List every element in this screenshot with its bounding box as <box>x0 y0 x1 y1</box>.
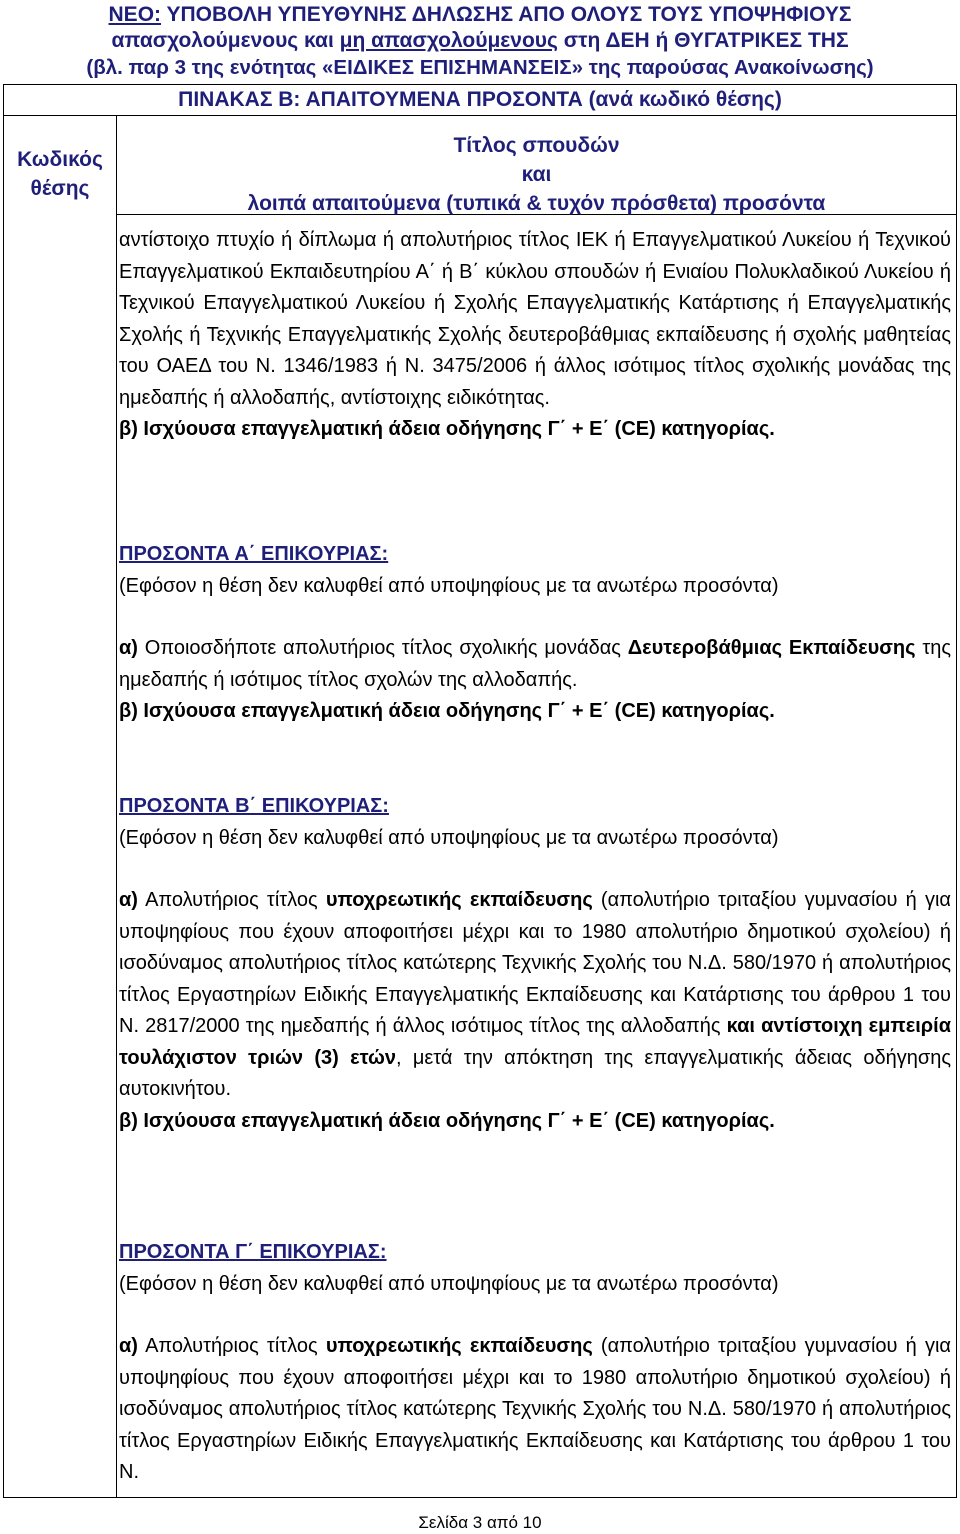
item-bold-text: και αντίστοιχη εμπειρία τουλάχιστον τριών (3) ετών <box>119 1015 951 1069</box>
table-column-divider <box>116 115 117 1498</box>
column-header-title <box>117 131 956 218</box>
section-b-note: (Εφόσον η θέση δεν καλυφθεί από υποψηφίους με τα ανωτέρω προσόντα) <box>119 826 779 849</box>
item-text: , μετά την απόκτηση της επαγγελματικής άδειας οδήγησης αυτοκινήτου. <box>119 1046 951 1100</box>
header-line-3: (βλ. παρ 3 της ενότητας «ΕΙΔΙΚΕΣ ΕΠΙΣΗΜΑΝΣΕΙΣ» της παρούσας Ανακοίνωσης) <box>86 56 874 79</box>
column-header-code-line: Κωδικός <box>17 148 103 171</box>
main-qualification <box>119 225 951 446</box>
item-text: Οποιοσδήποτε απολυτήριος τίτλος σχολικής μονάδας <box>137 637 628 659</box>
header-new-label: ΝΕΟ: <box>108 3 162 26</box>
item-text: Απολυτήριος τίτλος <box>137 1335 326 1357</box>
page-number: Σελίδα 3 από 10 <box>418 1513 542 1532</box>
section-a <box>119 539 951 728</box>
license-requirement: β) Ισχύουσα επαγγελματική άδεια οδήγησης Γ΄ + Ε΄ (CE) κατηγορίας. <box>119 1109 775 1132</box>
column-header-title-line: Τίτλος σπουδών <box>453 134 620 157</box>
item-label: α) <box>119 1335 138 1357</box>
item-label: α) <box>119 889 138 911</box>
item-text: Απολυτήριος τίτλος <box>137 889 326 911</box>
header-line-2 <box>0 28 960 54</box>
column-header-code-line: θέσης <box>30 177 90 200</box>
section-c-heading: ΠΡΟΣΟΝΤΑ Γ΄ ΕΠΙΚΟΥΡΙΑΣ: <box>119 1241 387 1263</box>
header-line-1-text: ΥΠΟΒΟΛΗ ΥΠΕΥΘΥΝΗΣ ΔΗΛΩΣΗΣ ΑΠΟ ΟΛΟΥΣ ΤΟΥΣ ΥΠΟΨΗΦΙΟΥΣ <box>161 3 852 26</box>
license-requirement: β) Ισχύουσα επαγγελματική άδεια οδήγησης Γ΄ + Ε΄ (CE) κατηγορίας. <box>119 700 775 722</box>
header-line-2-underlined: μη απασχολούμενους <box>339 29 558 52</box>
item-bold-text: υποχρεωτικής εκπαίδευσης <box>325 889 593 911</box>
section-b-item-a <box>119 885 951 1106</box>
section-c-item-a <box>119 1331 951 1489</box>
header-line-1 <box>0 2 960 28</box>
section-a-note: (Εφόσον η θέση δεν καλυφθεί από υποψηφίους με τα ανωτέρω προσόντα) <box>119 574 779 597</box>
section-a-item-a <box>119 633 951 696</box>
section-c <box>119 1237 951 1489</box>
column-header-code <box>4 145 116 203</box>
item-text: της ημεδαπής ή ισότιμος τίτλος σχολών της αλλοδαπής. <box>119 637 951 691</box>
item-text: (απολυτήριο τριταξίου γυμνασίου ή για υποψηφίους που έχουν αποφοιτήσει μέχρι και το 1980 απολυτήριο δημοτικού σχολείου) ή ισοδύναμος απολυτήριος τίτλος κατώτερης Τεχνικής Σχολής του Ν.Δ. 580/1970 ή απολυτήριος τίτλος Εργαστηρίων Ειδικής Επαγγελματικής Εκπαίδευσης και Κατάρτισης του άρθρου 1 του Ν. 2817/2000 της ημεδαπής ή άλλος ισότιμος τίτλος της αλλοδαπής <box>119 889 951 1037</box>
column-header-title-line: και <box>521 163 552 186</box>
table-divider <box>4 115 956 116</box>
item-text: (απολυτήριο τριταξίου γυμνασίου ή για υποψηφίους που έχουν αποφοιτήσει μέχρι και το 1980 απολυτήριο δημοτικού σχολείου) ή ισοδύναμος απολυτήριος τίτλος κατώτερης Τεχνικής Σχολής του Ν.Δ. 580/1970 ή απολυτήριος τίτλος Εργαστηρίων Ειδικής Επαγγελματικής Εκπαίδευσης και Κατάρτισης του άρθρου 1 του Ν. <box>119 1335 951 1483</box>
item-label: α) <box>119 637 138 659</box>
header-line-2-a: απασχολούμενους και <box>111 29 340 52</box>
section-b-heading: ΠΡΟΣΟΝΤΑ Β΄ ΕΠΙΚΟΥΡΙΑΣ: <box>119 795 389 817</box>
license-requirement: β) Ισχύουσα επαγγελματική άδεια οδήγησης Γ΄ + Ε΄ (CE) κατηγορίας. <box>119 418 775 440</box>
section-b <box>119 791 951 1137</box>
header-line-2-b: στη ΔΕΗ ή ΘΥΓΑΤΡΙΚΕΣ ΤΗΣ <box>557 29 849 52</box>
item-bold-text: υποχρεωτικής εκπαίδευσης <box>325 1335 593 1357</box>
main-qualification-text: αντίστοιχο πτυχίο ή δίπλωμα ή απολυτήριος τίτλος ΙΕΚ ή Επαγγελματικού Λυκείου ή Τεχνικού Επαγγελματικού Εκπαιδευτηρίου Α΄ ή Β΄ κύκλου σπουδών ή Ενιαίου Πολυκλαδικού Λυκείου ή Τεχνικού Επαγγελματικού Λυκείου ή Σχολής Επαγγελματικής Κατάρτισης ή Επαγγελματικής Σχολής ή Τεχνικής Επαγγελματικής Σχολής δευτεροβάθμιας εκπαίδευσης ή σχολής μαθητείας του ΟΑΕΔ του Ν. 1346/1983 ή Ν. 3475/2006 ή άλλος ισότιμος τίτλος σχολικής μονάδας της ημεδαπής ή αλλοδαπής, αντίστοιχης ειδικότητας. <box>119 229 951 409</box>
table-title: ΠΙΝΑΚΑΣ Β: ΑΠΑΙΤΟΥΜΕΝΑ ΠΡΟΣΟΝΤΑ (ανά κωδικό θέσης) <box>178 88 782 111</box>
item-bold-text: Δευτεροβάθμιας Εκπαίδευσης <box>627 637 916 659</box>
column-header-title-line: λοιπά απαιτούμενα (τυπικά & τυχόν πρόσθετα) προσόντα <box>247 192 826 215</box>
section-a-heading: ΠΡΟΣΟΝΤΑ Α΄ ΕΠΙΚΟΥΡΙΑΣ: <box>119 543 389 565</box>
section-c-note: (Εφόσον η θέση δεν καλυφθεί από υποψηφίους με τα ανωτέρω προσόντα) <box>119 1272 779 1295</box>
